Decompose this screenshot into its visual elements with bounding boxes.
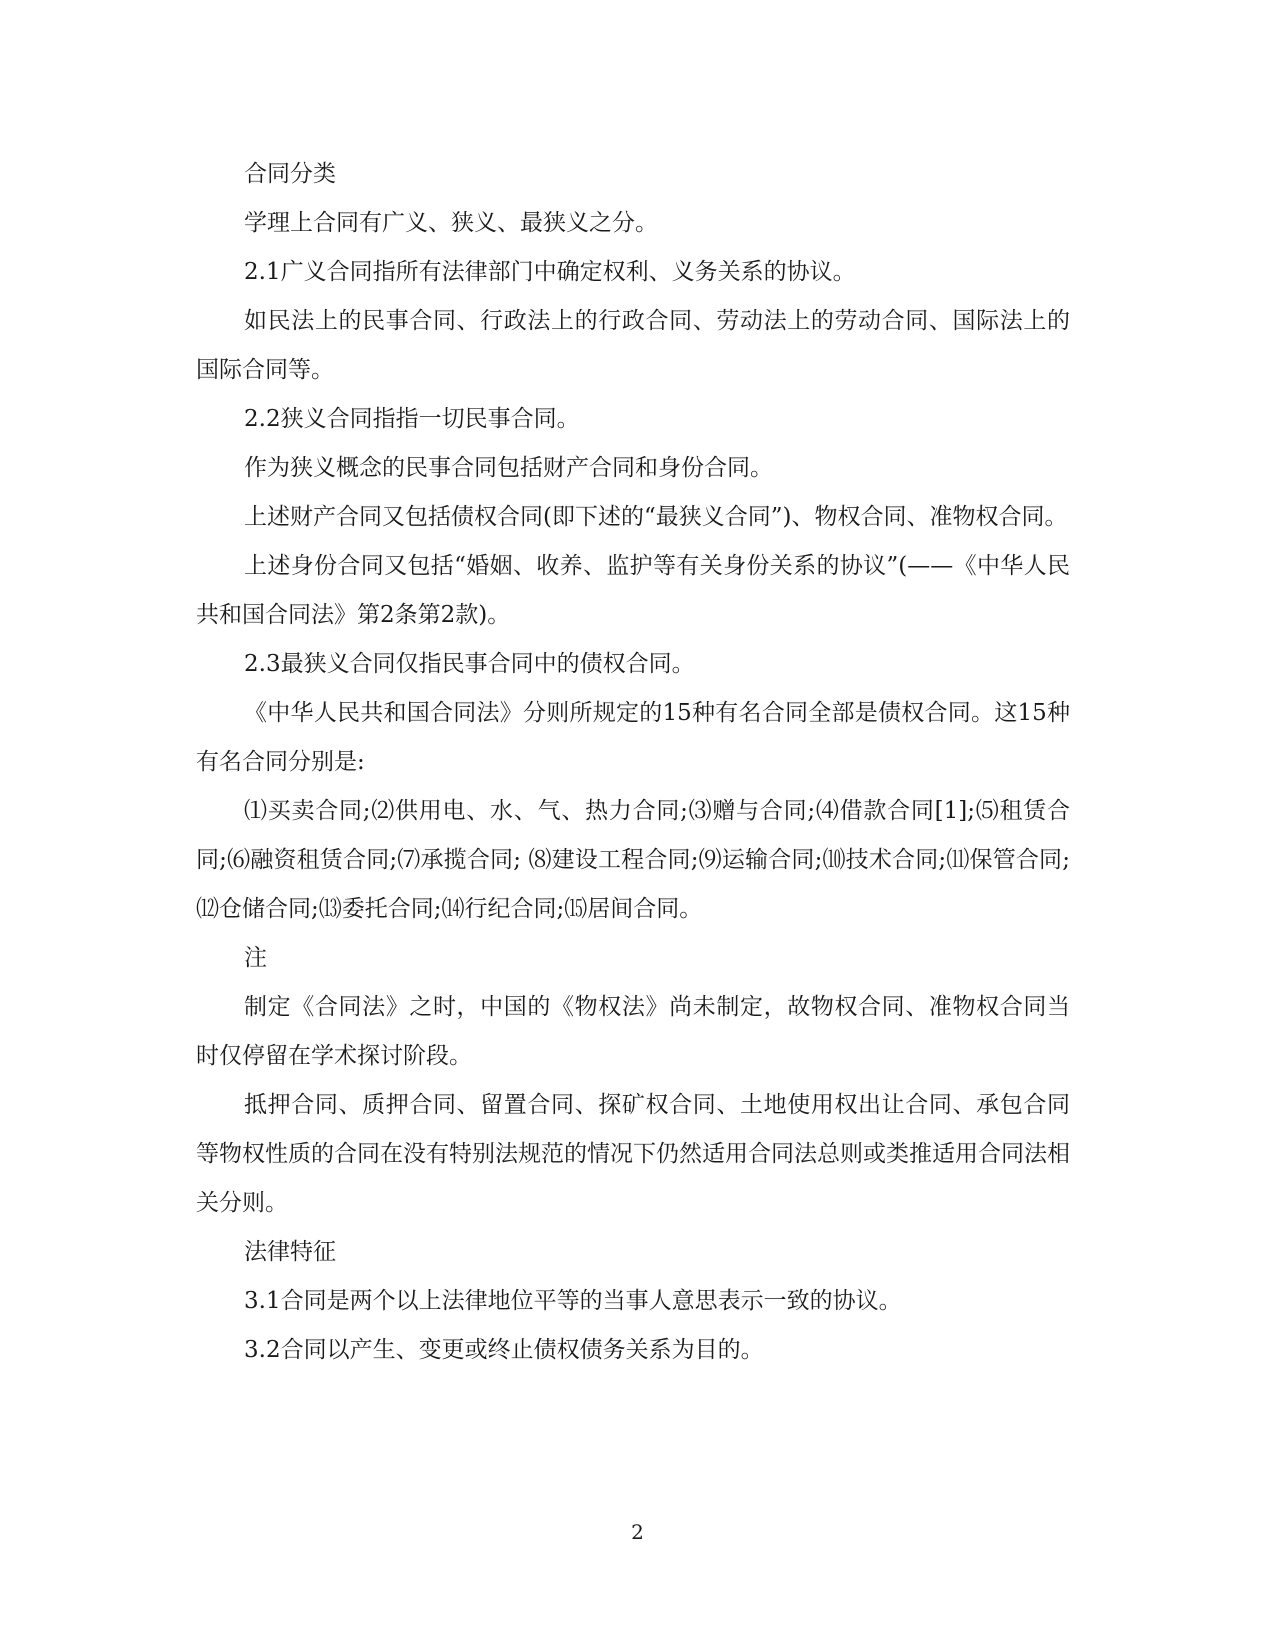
paragraph: 上述身份合同又包括“婚姻、收养、监护等有关身份关系的协议”(——《中华人民共和国合同法》第2条第2款)。 [196, 553, 1070, 628]
section-heading: 注 [244, 945, 267, 971]
paragraph: 如民法上的民事合同、行政法上的行政合同、劳动法上的劳动合同、国际法上的国际合同等。 [196, 308, 1070, 383]
paragraph: 3.1合同是两个以上法律地位平等的当事人意思表示一致的协议。 [244, 1288, 902, 1314]
page-number: 2 [631, 1520, 644, 1544]
paragraph: 2.2狭义合同指指一切民事合同。 [244, 406, 580, 432]
paragraph: 2.3最狭义合同仅指民事合同中的债权合同。 [244, 651, 695, 677]
paragraph: 上述财产合同又包括债权合同(即下述的“最狭义合同”)、物权合同、准物权合同。 [244, 504, 1068, 530]
document-body [196, 150, 1070, 1375]
paragraph: 《中华人民共和国合同法》分则所规定的15种有名合同全部是债权合同。这15种有名合同分别是: [196, 700, 1070, 775]
paragraph: 抵押合同、质押合同、留置合同、探矿权合同、土地使用权出让合同、承包合同等物权性质的合同在没有特别法规范的情况下仍然适用合同法总则或类推适用合同法相关分则。 [196, 1092, 1070, 1216]
contract-list-paragraph: ⑴买卖合同;⑵供用电、水、气、热力合同;⑶赠与合同;⑷借款合同[1];⑸租赁合同;⑹融资租赁合同;⑺承揽合同; ⑻建设工程合同;⑼运输合同;⑽技术合同;⑾保管合同;⑿仓储合同;⒀委托合同;⒁行纪合同;⒂居间合同。 [196, 798, 1070, 922]
paragraph: 制定《合同法》之时，中国的《物权法》尚未制定，故物权合同、准物权合同当时仅停留在学术探讨阶段。 [196, 994, 1070, 1069]
paragraph: 2.1广义合同指所有法律部门中确定权利、义务关系的协议。 [244, 259, 856, 285]
paragraph: 3.2合同以产生、变更或终止债权债务关系为目的。 [244, 1337, 764, 1363]
section-heading: 法律特征 [244, 1239, 336, 1265]
paragraph: 学理上合同有广义、狭义、最狭义之分。 [244, 210, 658, 236]
paragraph: 作为狭义概念的民事合同包括财产合同和身份合同。 [244, 455, 773, 481]
section-heading: 合同分类 [244, 161, 336, 187]
